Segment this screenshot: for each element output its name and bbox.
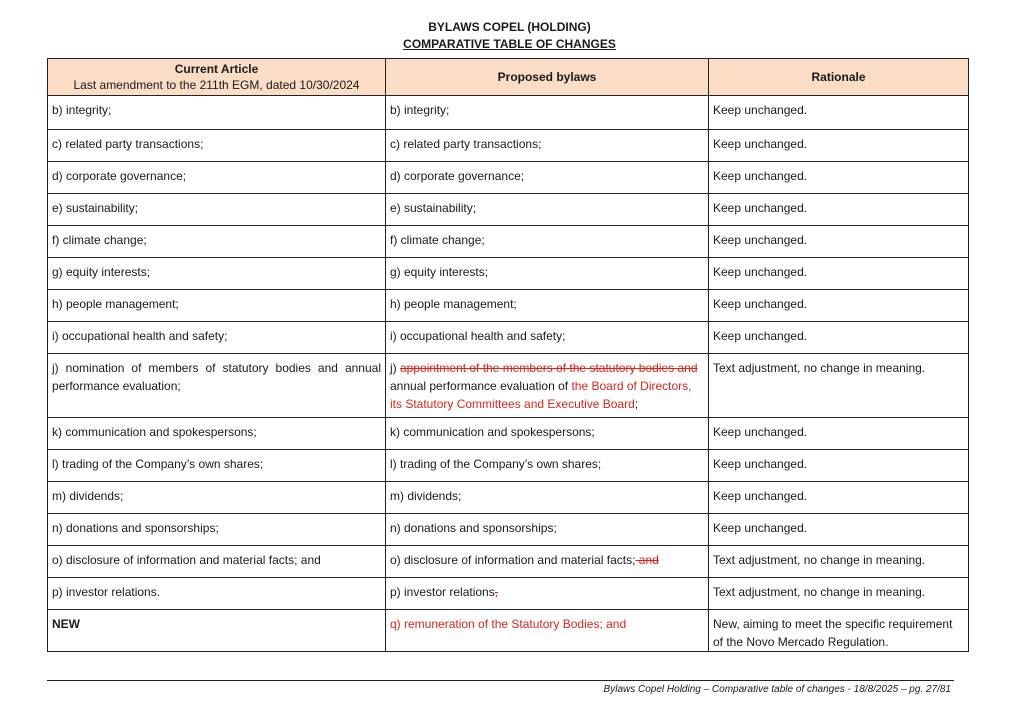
- table-row: [48, 322, 969, 354]
- current-cell: h) people management;: [48, 290, 386, 322]
- added-text: the Board of Directors, its Statutory Committees and Executive Board: [390, 379, 692, 411]
- table-row: [48, 194, 969, 226]
- page-footer: Bylaws Copel Holding – Comparative table of changes - 18/8/2025 – pg. 27/81: [603, 684, 951, 695]
- table-row: [48, 354, 969, 418]
- rationale-cell: Text adjustment, no change in meaning.: [709, 578, 969, 610]
- current-article-subheading: Last amendment to the 211th EGM, dated 10/30/2024: [73, 78, 360, 92]
- proposed-cell: [386, 546, 709, 578]
- proposed-cell: [386, 354, 709, 418]
- rationale-cell: Keep unchanged.: [709, 482, 969, 514]
- proposed-cell: f) climate change;: [386, 226, 709, 258]
- proposed-text: annual performance evaluation of: [390, 379, 572, 393]
- proposed-cell: g) equity interests;: [386, 258, 709, 290]
- proposed-cell: i) occupational health and safety;: [386, 322, 709, 354]
- column-header-proposed: Proposed bylaws: [386, 59, 709, 96]
- current-cell: e) sustainability;: [48, 194, 386, 226]
- proposed-cell: [386, 578, 709, 610]
- current-cell: p) investor relations.: [48, 578, 386, 610]
- current-cell: l) trading of the Company’s own shares;: [48, 450, 386, 482]
- table-row: [48, 130, 969, 162]
- deleted-text: ,: [494, 585, 499, 599]
- proposed-text: o) disclosure of information and material facts;: [390, 553, 636, 567]
- proposed-cell: q) remuneration of the Statutory Bodies; and: [386, 610, 709, 652]
- current-cell: NEW: [48, 610, 386, 652]
- rationale-cell: Keep unchanged.: [709, 514, 969, 546]
- table-row: [48, 162, 969, 194]
- current-cell: n) donations and sponsorships;: [48, 514, 386, 546]
- rationale-cell: Keep unchanged.: [709, 258, 969, 290]
- current-article-heading: Current Article: [174, 62, 259, 76]
- comparative-table: [47, 58, 969, 652]
- footer-divider: [47, 680, 954, 681]
- table-row: [48, 450, 969, 482]
- rationale-cell: Keep unchanged.: [709, 450, 969, 482]
- rationale-cell: Keep unchanged.: [709, 226, 969, 258]
- table-row: [48, 226, 969, 258]
- table-row: [48, 514, 969, 546]
- column-header-rationale: Rationale: [709, 59, 969, 96]
- rationale-cell: Text adjustment, no change in meaning.: [709, 546, 969, 578]
- table-header-row: [48, 59, 969, 96]
- current-cell: d) corporate governance;: [48, 162, 386, 194]
- table-row: [48, 578, 969, 610]
- current-cell: g) equity interests;: [48, 258, 386, 290]
- document-subtitle: COMPARATIVE TABLE OF CHANGES: [403, 37, 616, 51]
- current-cell: i) occupational health and safety;: [48, 322, 386, 354]
- proposed-cell: l) trading of the Company’s own shares;: [386, 450, 709, 482]
- rationale-cell: Keep unchanged.: [709, 418, 969, 450]
- deleted-text: appointment of the members of the statutory bodies and: [400, 361, 698, 375]
- table-row: [48, 482, 969, 514]
- deleted-text: and: [635, 553, 659, 567]
- document-title: BYLAWS COPEL (HOLDING): [428, 20, 591, 34]
- proposed-text: j): [390, 361, 400, 375]
- table-row: [48, 96, 969, 130]
- proposed-cell: h) people management;: [386, 290, 709, 322]
- proposed-cell: m) dividends;: [386, 482, 709, 514]
- proposed-cell: k) communication and spokespersons;: [386, 418, 709, 450]
- table-row: [48, 290, 969, 322]
- table-row: [48, 258, 969, 290]
- rationale-cell: New, aiming to meet the specific requirement of the Novo Mercado Regulation.: [709, 610, 969, 652]
- proposed-cell: n) donations and sponsorships;: [386, 514, 709, 546]
- current-cell: j) nomination of members of statutory bodies and annual performance evaluation;: [48, 354, 386, 418]
- rationale-cell: Keep unchanged.: [709, 322, 969, 354]
- table-row: [48, 418, 969, 450]
- table-row: [48, 546, 969, 578]
- proposed-cell: b) integrity;: [386, 96, 709, 130]
- current-cell: f) climate change;: [48, 226, 386, 258]
- proposed-cell: e) sustainability;: [386, 194, 709, 226]
- current-cell: k) communication and spokespersons;: [48, 418, 386, 450]
- current-cell: b) integrity;: [48, 96, 386, 130]
- current-cell: m) dividends;: [48, 482, 386, 514]
- proposed-cell: d) corporate governance;: [386, 162, 709, 194]
- rationale-cell: Keep unchanged.: [709, 130, 969, 162]
- rationale-cell: Keep unchanged.: [709, 290, 969, 322]
- table-row: [48, 610, 969, 652]
- proposed-cell: c) related party transactions;: [386, 130, 709, 162]
- proposed-text: ;: [634, 397, 639, 411]
- rationale-cell: Keep unchanged.: [709, 194, 969, 226]
- current-cell: o) disclosure of information and material facts; and: [48, 546, 386, 578]
- proposed-text: p) investor relations: [390, 585, 495, 599]
- rationale-cell: Keep unchanged.: [709, 162, 969, 194]
- rationale-cell: Keep unchanged.: [709, 96, 969, 130]
- column-header-current: [48, 59, 386, 96]
- current-cell: c) related party transactions;: [48, 130, 386, 162]
- rationale-cell: Text adjustment, no change in meaning.: [709, 354, 969, 418]
